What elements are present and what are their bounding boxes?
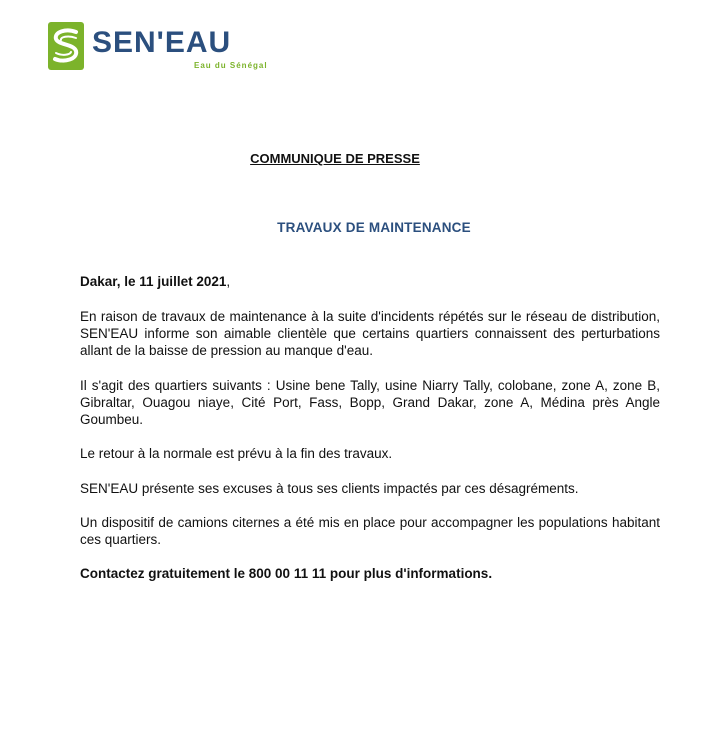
paragraph-affected-neighborhoods: Il s'agit des quartiers suivants : Usine bene Tally, usine Niarry Tally, colobane, zone A, zone B, Gibraltar, Ouagou niaye, Cité Port, Fass, Bopp, Grand Dakar, zone A, Médina près Angle Goumbeu. <box>80 378 660 427</box>
paragraph-water-trucks: Un dispositif de camions citernes a été mis en place pour accompagner les populations habitant ces quartiers. <box>80 515 660 547</box>
company-logo <box>48 22 268 74</box>
dateline <box>80 273 660 290</box>
paragraph-return-to-normal: Le retour à la normale est prévu à la fin des travaux. <box>80 446 393 461</box>
seneau-logo-icon <box>48 22 84 70</box>
document-title: COMMUNIQUE DE PRESSE <box>250 151 420 166</box>
logo-wordmark: SEN'EAU <box>92 26 232 59</box>
document-subtitle: TRAVAUX DE MAINTENANCE <box>277 220 471 235</box>
logo-tagline: Eau du Sénégal <box>194 61 268 70</box>
paragraph-apology: SEN'EAU présente ses excuses à tous ses clients impactés par ces désagréments. <box>80 481 579 496</box>
dateline-place-date: Dakar, le 11 juillet 2021 <box>80 274 227 289</box>
paragraph-maintenance-notice: En raison de travaux de maintenance à la suite d'incidents répétés sur le réseau de distribution, SEN'EAU informe son aimable clientèle que certains quartiers connaissent des perturbations allant de la baisse de pression au manque d'eau. <box>80 309 660 358</box>
dateline-punctuation: , <box>226 274 231 289</box>
contact-line: Contactez gratuitement le 800 00 11 11 pour plus d'informations. <box>80 566 493 581</box>
